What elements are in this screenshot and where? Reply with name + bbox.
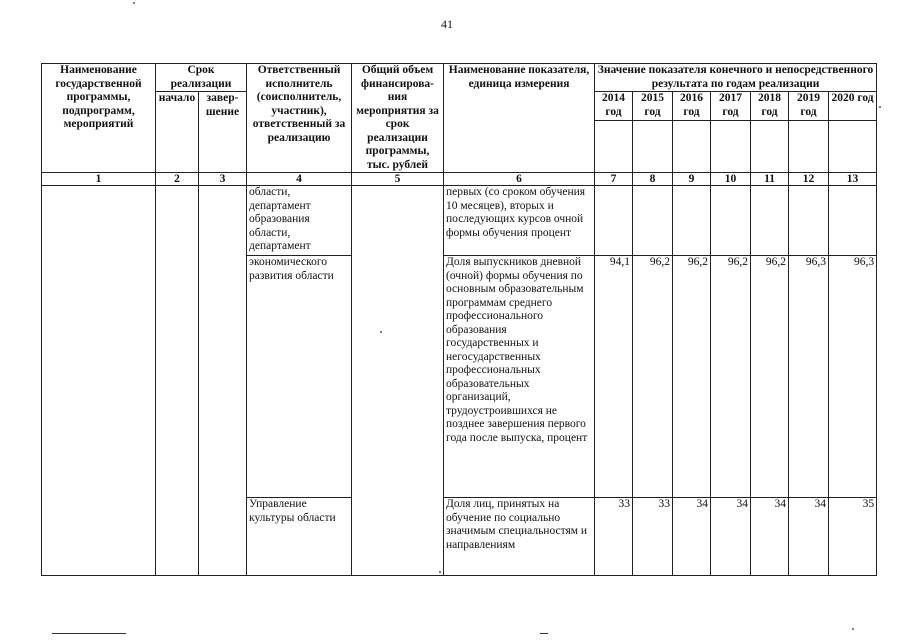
header-year: 2019 год bbox=[789, 92, 829, 121]
column-number: 3 bbox=[199, 173, 247, 186]
value-cell bbox=[751, 186, 789, 256]
column-number: 1 bbox=[42, 173, 156, 186]
scan-speck bbox=[380, 331, 382, 333]
column-number: 9 bbox=[673, 173, 711, 186]
value-cell bbox=[595, 186, 633, 256]
value-cell bbox=[711, 186, 751, 256]
scan-speck bbox=[133, 2, 135, 4]
executor-cell: области, департамент образования области, департамент bbox=[247, 186, 352, 256]
header-year: 2014 год bbox=[595, 92, 633, 121]
scan-speck bbox=[879, 106, 881, 108]
scan-speck bbox=[439, 571, 441, 573]
column-number: 12 bbox=[789, 173, 829, 186]
column-number: 4 bbox=[247, 173, 352, 186]
header-year: 2016 год bbox=[673, 92, 711, 121]
value-cell bbox=[789, 186, 829, 256]
executor-cell: экономического развития области bbox=[247, 256, 352, 498]
indicator-cell: Доля лиц, принятых на обучение по социально значимым специальностям и направлениям bbox=[444, 498, 595, 576]
header-executor: Ответственный исполнитель (соисполнитель, участник), ответственный за реализацию bbox=[247, 64, 352, 173]
header-year: 2020 год bbox=[829, 92, 877, 121]
value-cell: 94,1 bbox=[595, 256, 633, 498]
column-number: 11 bbox=[751, 173, 789, 186]
footer-rule bbox=[52, 633, 126, 634]
footer-rule bbox=[540, 633, 548, 634]
value-cell bbox=[673, 186, 711, 256]
value-cell: 33 bbox=[595, 498, 633, 576]
header-indicator: Наименование показателя, единица измерения bbox=[444, 64, 595, 173]
column-number: 10 bbox=[711, 173, 751, 186]
program-table bbox=[41, 63, 877, 576]
column-number: 6 bbox=[444, 173, 595, 186]
header-term-start: начало bbox=[156, 92, 199, 173]
value-cell: 33 bbox=[633, 498, 673, 576]
executor-cell: Управление культуры области bbox=[247, 498, 352, 576]
column-number: 8 bbox=[633, 173, 673, 186]
value-cell: 96,2 bbox=[711, 256, 751, 498]
value-cell: 34 bbox=[789, 498, 829, 576]
value-cell bbox=[829, 186, 877, 256]
value-cell: 35 bbox=[829, 498, 877, 576]
page-number: 41 bbox=[441, 17, 453, 31]
value-cell: 34 bbox=[711, 498, 751, 576]
value-cell: 34 bbox=[673, 498, 711, 576]
header-term-end: завер-шение bbox=[199, 92, 247, 173]
value-cell: 96,3 bbox=[789, 256, 829, 498]
value-cell: 34 bbox=[751, 498, 789, 576]
value-cell: 96,3 bbox=[829, 256, 877, 498]
indicator-cell: Доля выпускников дневной (очной) формы обучения по основным образовательным программам среднего профессионального образования государственных и негосударственных профессиональных образовательных организаций, трудоустроившихся не позднее завершения первого года после выпуска, процент bbox=[444, 256, 595, 498]
value-cell: 96,2 bbox=[633, 256, 673, 498]
table-row bbox=[42, 186, 877, 256]
value-cell bbox=[633, 186, 673, 256]
header-term: Срок реализации bbox=[156, 64, 247, 92]
header-program: Наименование государственной программы, подпрограмм, мероприятий bbox=[42, 64, 156, 173]
header-year: 2017 год bbox=[711, 92, 751, 121]
column-number-row bbox=[42, 173, 877, 186]
column-number: 2 bbox=[156, 173, 199, 186]
header-year: 2015 год bbox=[633, 92, 673, 121]
column-number: 13 bbox=[829, 173, 877, 186]
header-year: 2018 год bbox=[751, 92, 789, 121]
header-funding: Общий объем финансирова-ния мероприятия за срок реализации программы, тыс. рублей bbox=[352, 64, 444, 173]
value-cell: 96,2 bbox=[751, 256, 789, 498]
column-number: 5 bbox=[352, 173, 444, 186]
scan-speck bbox=[852, 628, 854, 630]
column-number: 7 bbox=[595, 173, 633, 186]
indicator-cell: первых (со сроком обучения 10 месяцев), вторых и последующих курсов очной формы обучения процент bbox=[444, 186, 595, 256]
value-cell: 96,2 bbox=[673, 256, 711, 498]
header-values-group: Значение показателя конечного и непосредственного результата по годам реализации bbox=[595, 64, 877, 92]
